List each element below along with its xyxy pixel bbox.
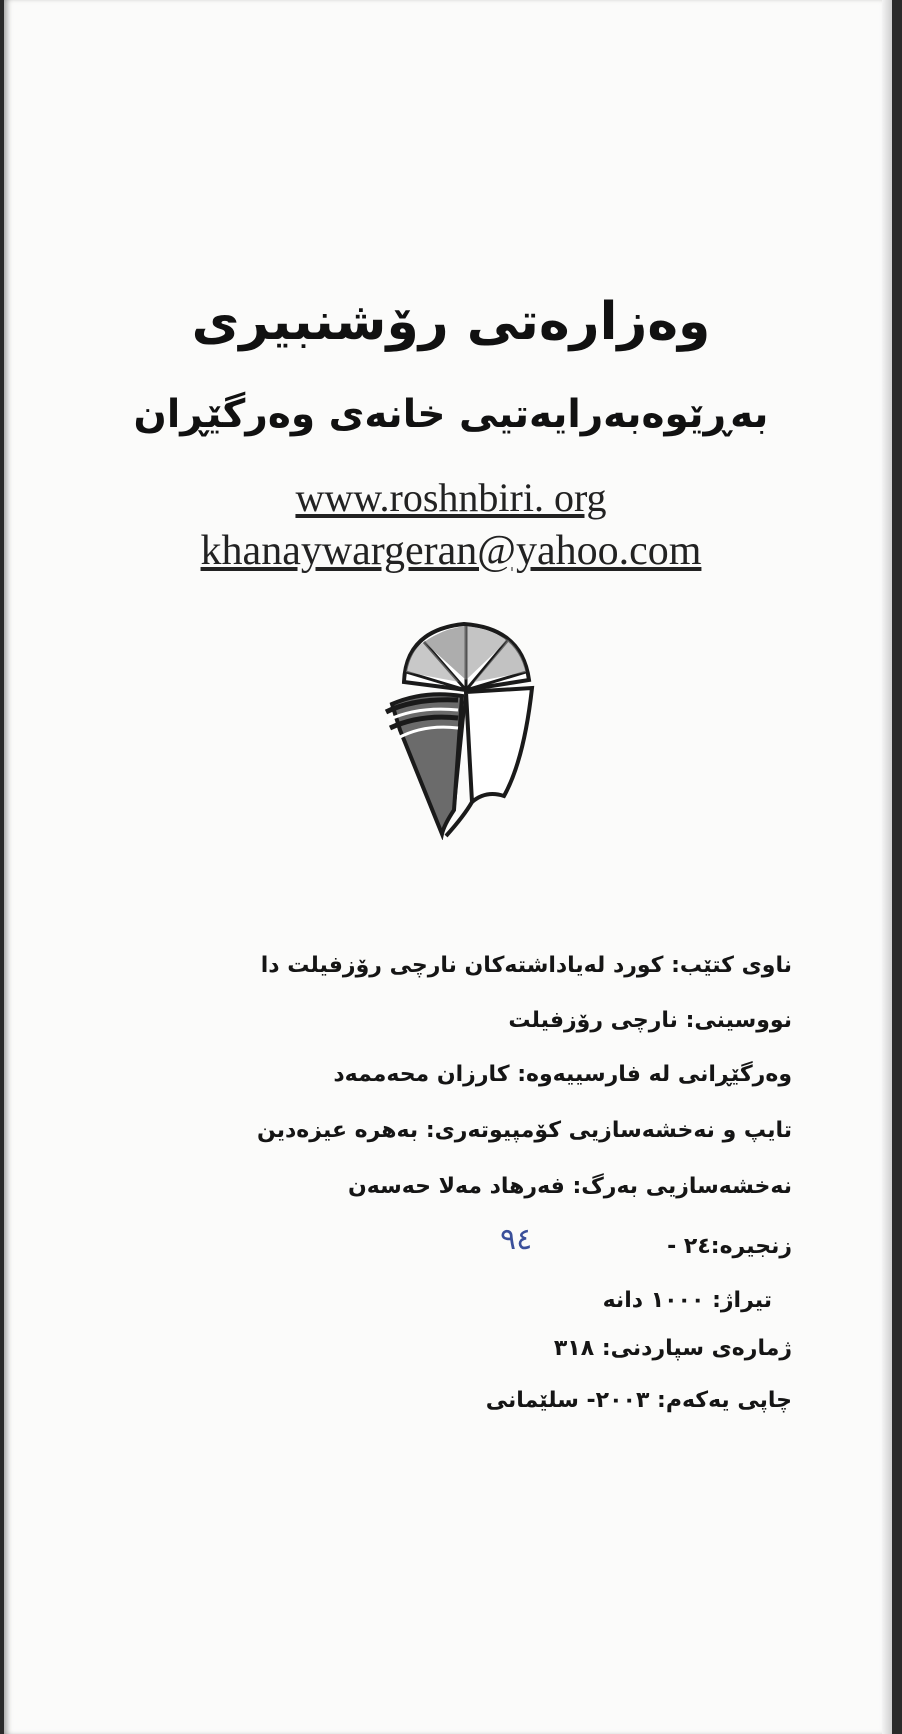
series-handwritten-number: ٩٤: [500, 1222, 533, 1257]
book-title-line: ناوی کتێب: کورد لەیاداشتەکان نارچی رۆزفیلت دا: [260, 953, 792, 978]
author-line: نووسینی: نارچی رۆزفیلت: [508, 1008, 792, 1033]
directorate-subtitle: بەڕێوەبەرایەتیی خانەی وەرگێڕان: [133, 392, 769, 437]
book-emblem-icon: [384, 620, 544, 840]
typesetting-line: تایپ و نەخشەسازیی کۆمپیوتەری: بەهرە عیزەدین: [256, 1118, 792, 1143]
document-page: [4, 0, 892, 1734]
translator-line: وەرگێڕانی لە فارسییەوە: کارزان محەممەد: [333, 1062, 792, 1087]
ministry-title: وەزارەتی رۆشنبیری: [191, 292, 711, 352]
website-link[interactable]: www.roshnbiri. org: [295, 475, 607, 520]
email-link[interactable]: khanaywargeran@yahoo.com: [200, 528, 702, 574]
print-run-line: تیراژ: ١٠٠٠ دانە: [602, 1288, 772, 1313]
edition-line: چاپی یەکەم: ٢٠٠٣- سلێمانی: [485, 1388, 792, 1413]
deposit-number-line: ژمارەی سپاردنی: ٣١٨: [553, 1336, 792, 1361]
page-edge: [882, 0, 892, 1734]
cover-design-line: نەخشەسازیی بەرگ: فەرهاد مەلا حەسەن: [347, 1174, 792, 1199]
series-line: زنجیرە:٢٤ -: [667, 1234, 792, 1259]
